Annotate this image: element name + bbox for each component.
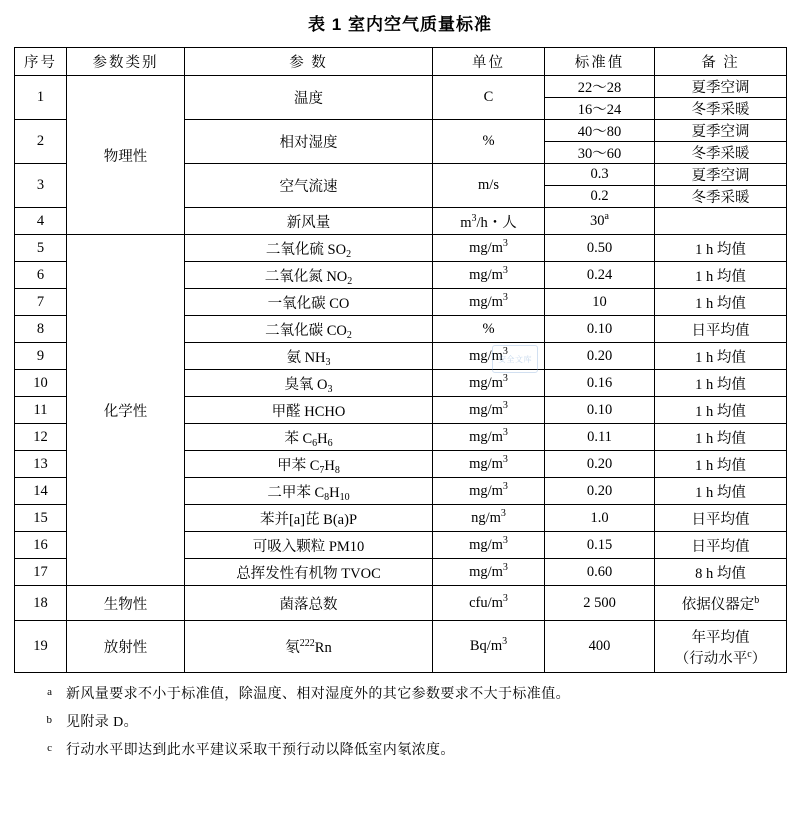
footnote-a — [14, 679, 786, 707]
cell-parameter: 空气流速 — [185, 164, 433, 208]
cell-unit: $mg/m^3$ — [433, 451, 545, 478]
cell-parameter: 二甲苯 $C_8H_{10}$ — [185, 478, 433, 505]
footnote-b — [14, 707, 786, 735]
footnotes — [14, 673, 786, 763]
cell-parameter: 甲苯 $C_7H_8$ — [185, 451, 433, 478]
cell-value: 30$^a$ — [545, 208, 655, 235]
page-title: 表 1 室内空气质量标准 — [308, 15, 492, 34]
cell-remark: 日平均值 — [655, 532, 787, 559]
header-parameter: 参 数 — [185, 48, 433, 76]
cell-unit: $m^3/h$・人 — [433, 208, 545, 235]
cell-parameter: 新风量 — [185, 208, 433, 235]
cell-unit: $mg/m^3$ — [433, 532, 545, 559]
cell-no: 14 — [15, 478, 67, 505]
cell-parameter: 苯 $C_6H_6$ — [185, 424, 433, 451]
cell-value: 22～28 — [545, 76, 655, 98]
cell-value: 40～80 — [545, 120, 655, 142]
cell-no: 10 — [15, 370, 67, 397]
cell-parameter: 可吸入颗粒 PM10 — [185, 532, 433, 559]
cell-value: 0.2 — [545, 186, 655, 208]
cell-unit: % — [433, 120, 545, 164]
cell-value: 0.3 — [545, 164, 655, 186]
cell-parameter: 一氧化碳 CO — [185, 289, 433, 316]
cell-parameter: 氡$^{222}$Rn — [185, 621, 433, 673]
cell-remark: 冬季采暖 — [655, 98, 787, 120]
cell-unit: $mg/m^3$ — [433, 478, 545, 505]
cell-parameter: 总挥发性有机物 TVOC — [185, 559, 433, 586]
watermark-label: 安全文库 — [492, 345, 538, 373]
cell-value: 10 — [545, 289, 655, 316]
cell-parameter: 温度 — [185, 76, 433, 120]
cell-remark: 1 h 均值 — [655, 235, 787, 262]
cell-value: 16～24 — [545, 98, 655, 120]
cell-parameter: 苯并[a]芘 B(a)P — [185, 505, 433, 532]
footnote-mark: b — [46, 714, 52, 726]
footnote-mark: a — [47, 686, 52, 698]
cell-category-biological: 生物性 — [67, 586, 185, 621]
cell-value: 0.16 — [545, 370, 655, 397]
cell-parameter: 氨 $NH_3$ — [185, 343, 433, 370]
cell-no: 5 — [15, 235, 67, 262]
cell-no: 18 — [15, 586, 67, 621]
cell-remark: 年平均值 （行动水平$^c$） — [655, 621, 787, 673]
cell-unit: $mg/m^3$ — [433, 397, 545, 424]
cell-unit: $mg/m^3$ — [433, 262, 545, 289]
cell-value: 0.10 — [545, 397, 655, 424]
cell-remark — [655, 208, 787, 235]
header-no: 序号 — [15, 48, 67, 76]
cell-parameter: 菌落总数 — [185, 586, 433, 621]
cell-no: 1 — [15, 76, 67, 120]
cell-no: 4 — [15, 208, 67, 235]
cell-value: 0.11 — [545, 424, 655, 451]
cell-remark: 1 h 均值 — [655, 397, 787, 424]
cell-no: 8 — [15, 316, 67, 343]
header-unit: 单位 — [433, 48, 545, 76]
cell-value: 0.20 — [545, 343, 655, 370]
cell-parameter: 二氧化碳 $CO_2$ — [185, 316, 433, 343]
cell-value: 0.20 — [545, 478, 655, 505]
cell-unit: $mg/m^3$ — [433, 559, 545, 586]
cell-value: 30～60 — [545, 142, 655, 164]
cell-value: 2 500 — [545, 586, 655, 621]
cell-value: 1.0 — [545, 505, 655, 532]
cell-category-chemical: 化学性 — [67, 235, 185, 586]
table-row — [15, 76, 787, 98]
cell-remark: 日平均值 — [655, 505, 787, 532]
cell-no: 19 — [15, 621, 67, 673]
cell-unit: % — [433, 316, 545, 343]
table-row — [15, 235, 787, 262]
footnote-text: 见附录 D。 — [66, 715, 139, 730]
cell-no: 9 — [15, 343, 67, 370]
cell-remark: 夏季空调 — [655, 120, 787, 142]
cell-parameter: 甲醛 HCHO — [185, 397, 433, 424]
cell-remark: 夏季空调 — [655, 164, 787, 186]
cell-category-physical: 物理性 — [67, 76, 185, 235]
cell-remark: 夏季空调 — [655, 76, 787, 98]
cell-remark: 依据仪器定$^b$ — [655, 586, 787, 621]
cell-remark: 1 h 均值 — [655, 289, 787, 316]
footnote-text: 新风量要求不小于标准值，除温度、相对湿度外的其它参数要求不大于标准值。 — [66, 687, 570, 702]
header-category: 参数类别 — [67, 48, 185, 76]
cell-no: 12 — [15, 424, 67, 451]
cell-no: 11 — [15, 397, 67, 424]
cell-parameter: 相对湿度 — [185, 120, 433, 164]
table-row — [15, 621, 787, 673]
cell-unit: $mg/m^3$ — [433, 343, 545, 370]
cell-no: 3 — [15, 164, 67, 208]
cell-value: 0.24 — [545, 262, 655, 289]
cell-remark: 1 h 均值 — [655, 478, 787, 505]
cell-value: 400 — [545, 621, 655, 673]
cell-value: 0.15 — [545, 532, 655, 559]
cell-remark: 冬季采暖 — [655, 142, 787, 164]
cell-value: 0.10 — [545, 316, 655, 343]
cell-category-radioactive: 放射性 — [67, 621, 185, 673]
cell-parameter: 二氧化硫 $SO_2$ — [185, 235, 433, 262]
cell-value: 0.60 — [545, 559, 655, 586]
cell-value: 0.20 — [545, 451, 655, 478]
cell-unit: $mg/m^3$ — [433, 289, 545, 316]
cell-unit: m/s — [433, 164, 545, 208]
cell-remark: 1 h 均值 — [655, 370, 787, 397]
cell-unit: $mg/m^3$ — [433, 424, 545, 451]
header-remark: 备 注 — [655, 48, 787, 76]
cell-remark: 1 h 均值 — [655, 343, 787, 370]
cell-unit: $Bq/m^3$ — [433, 621, 545, 673]
cell-no: 17 — [15, 559, 67, 586]
cell-remark: 1 h 均值 — [655, 424, 787, 451]
cell-no: 16 — [15, 532, 67, 559]
cell-unit: $ng/m^3$ — [433, 505, 545, 532]
cell-unit: C — [433, 76, 545, 120]
indoor-air-quality-table — [14, 47, 787, 673]
cell-remark: 冬季采暖 — [655, 186, 787, 208]
cell-parameter: 臭氧 $O_3$ — [185, 370, 433, 397]
footnote-c — [14, 735, 786, 763]
header-value: 标准值 — [545, 48, 655, 76]
cell-remark: 日平均值 — [655, 316, 787, 343]
cell-unit: $mg/m^3$ — [433, 235, 545, 262]
cell-no: 2 — [15, 120, 67, 164]
cell-no: 13 — [15, 451, 67, 478]
table-header-row — [15, 48, 787, 76]
cell-value: 0.50 — [545, 235, 655, 262]
cell-unit: cfu/$m^3$ — [433, 586, 545, 621]
cell-remark: 8 h 均值 — [655, 559, 787, 586]
cell-remark: 1 h 均值 — [655, 262, 787, 289]
table-row — [15, 586, 787, 621]
cell-no: 7 — [15, 289, 67, 316]
cell-no: 15 — [15, 505, 67, 532]
cell-remark: 1 h 均值 — [655, 451, 787, 478]
footnote-text: 行动水平即达到此水平建议采取干预行动以降低室内氡浓度。 — [66, 743, 455, 758]
cell-unit: $mg/m^3$ — [433, 370, 545, 397]
footnote-mark: c — [47, 742, 52, 754]
cell-parameter: 二氧化氮 $NO_2$ — [185, 262, 433, 289]
cell-no: 6 — [15, 262, 67, 289]
